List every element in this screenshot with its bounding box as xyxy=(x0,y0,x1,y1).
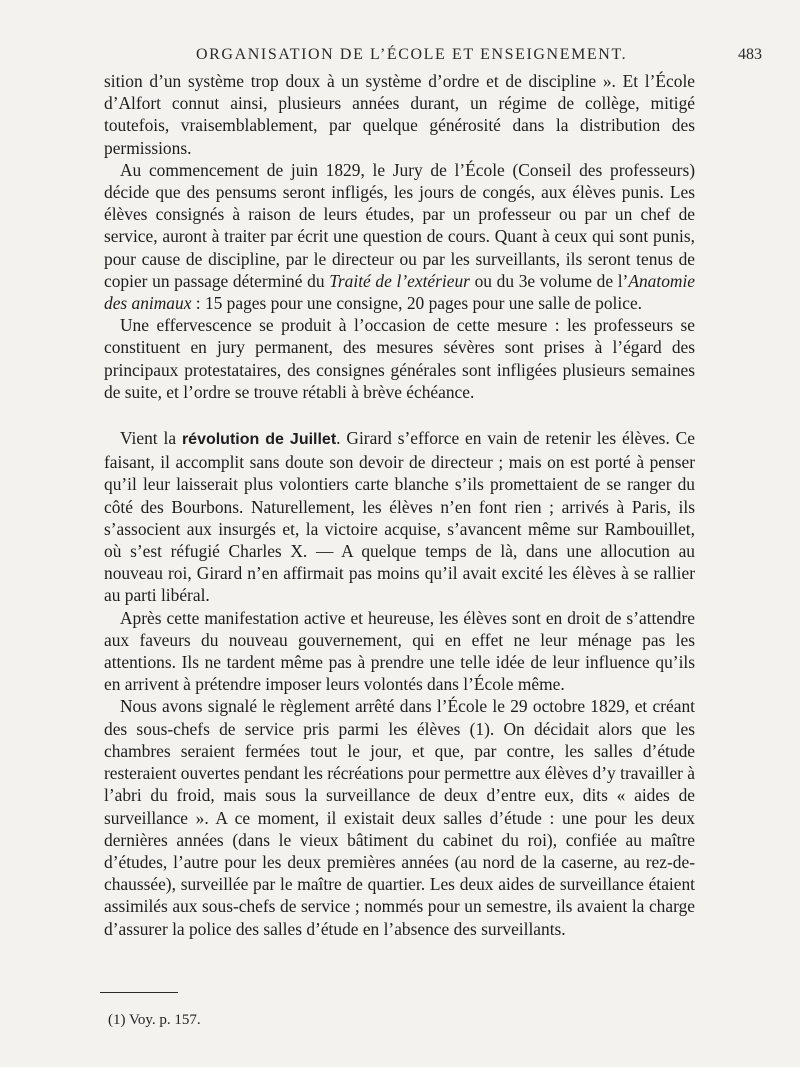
paragraph-5: Après cette manifestation active et heureuse, les élèves sont en droit de s’attendre aux faveurs du nouveau gouvernement, qui en effet ne leur ménage pas les attentions. Ils ne tardent même pas à prendre une telle idée de leur influence qu’ils en arrivent à prétendre imposer leurs volontés dans l’École même. xyxy=(104,607,695,695)
book-title-anatomie: Anatomie des animaux xyxy=(104,270,695,314)
paragraph-6: Nous avons signalé le règlement arrêté dans l’École le 29 octobre 1829, et créant des sous-chefs de service pris parmi les élèves (1). On décidait alors que les chambres seraient fermées tout le jour, et que, par contre, les salles d’étude resteraient ouvertes pendant les récréations pour permettre aux élèves d’y travailler à l’abri du froid, mais sous la surveillance de deux d’entre eux, dits « aides de surveillance ». A ce moment, il existait deux salles d’étude : une pour les deux dernières années (dans le vieux bâtiment du cabinet du roi), confiée au maître d’études, l’autre pour les deux premières années (au nord de la caserne, au rez-de-chaussée), surveillée par le maître de quartier. Les deux aides de surveillance étaient assimilés aux sous-chefs de service ; nommés pour un semestre, ils avaient la charge d’assurer la police des salles d’étude en l’absence des surveillants. xyxy=(104,696,695,939)
paragraph-2-text-c: : 15 pages pour une consigne, 20 pages pour une salle de police. xyxy=(191,293,643,314)
paragraph-2 xyxy=(104,159,695,314)
paragraph-4-text: . Girard s’efforce en vain de retenir les élèves. Ce faisant, il accomplit sans doute son devoir de directeur ; mais on est porté à penser qu’il leur laisserait plus volontiers carte blanche s’ils promettaient de se ranger du côté des Bourbons. Naturellement, les élèves n’en font rien ; arrivés à Paris, ils s’associent aux insurgés et, la victoire acquise, s’avancent même sur Rambouillet, où s’est réfugié Charles X. — A quelque temps de là, dans une allocution au nouveau roi, Girard n’en affirmait pas moins qu’il avait excité les élèves à se rallier au parti libéral. xyxy=(104,428,695,606)
paragraph-4-lead: Vient la xyxy=(120,428,182,449)
paragraph-2-text-b: ou du 3e volume de l’ xyxy=(469,270,629,291)
footnote: (1) Voy. p. 157. xyxy=(108,1012,201,1028)
page-number: 483 xyxy=(738,46,762,63)
body-text xyxy=(104,70,695,940)
paragraph-2-text-a: Au commencement de juin 1829, le Jury de l’École (Conseil des professeurs) décide que des pensums seront infligés, les jours de congés, aux élèves punis. Les élèves consignés à raison de leurs études, par un professeur ou par un chef de service, auront à traiter par écrit une question de cours. Quant à ceux qui sont punis, pour cause de discipline, par le directeur ou par les surveillants, ils seront tenus de copier un passage déterminé du xyxy=(104,159,695,291)
paragraph-1: sition d’un système trop doux à un système d’ordre et de discipline ». Et l’École d’Alfort connut ainsi, plusieurs années durant, un régime de collège, mitigé toutefois, vraisemblablement, par quelque générosité dans la distribution des permissions. xyxy=(104,71,695,158)
running-head: ORGANISATION DE L’ÉCOLE ET ENSEIGNEMENT. xyxy=(196,46,628,63)
paragraph-4 xyxy=(104,427,695,607)
section-heading-inline: révolution de Juillet xyxy=(181,431,337,449)
footnote-divider xyxy=(100,992,178,993)
page-header xyxy=(0,46,800,68)
paragraph-3: Une effervescence se produit à l’occasion de cette mesure : les professeurs se constituent en jury permanent, des mesures sévères sont prises à l’égard des principaux protestataires, des consignes générales sont infligées plusieurs semaines de suite, et l’ordre se trouve rétabli à brève échéance. xyxy=(104,315,695,402)
book-title-traite: Traité de l’extérieur xyxy=(329,270,470,291)
